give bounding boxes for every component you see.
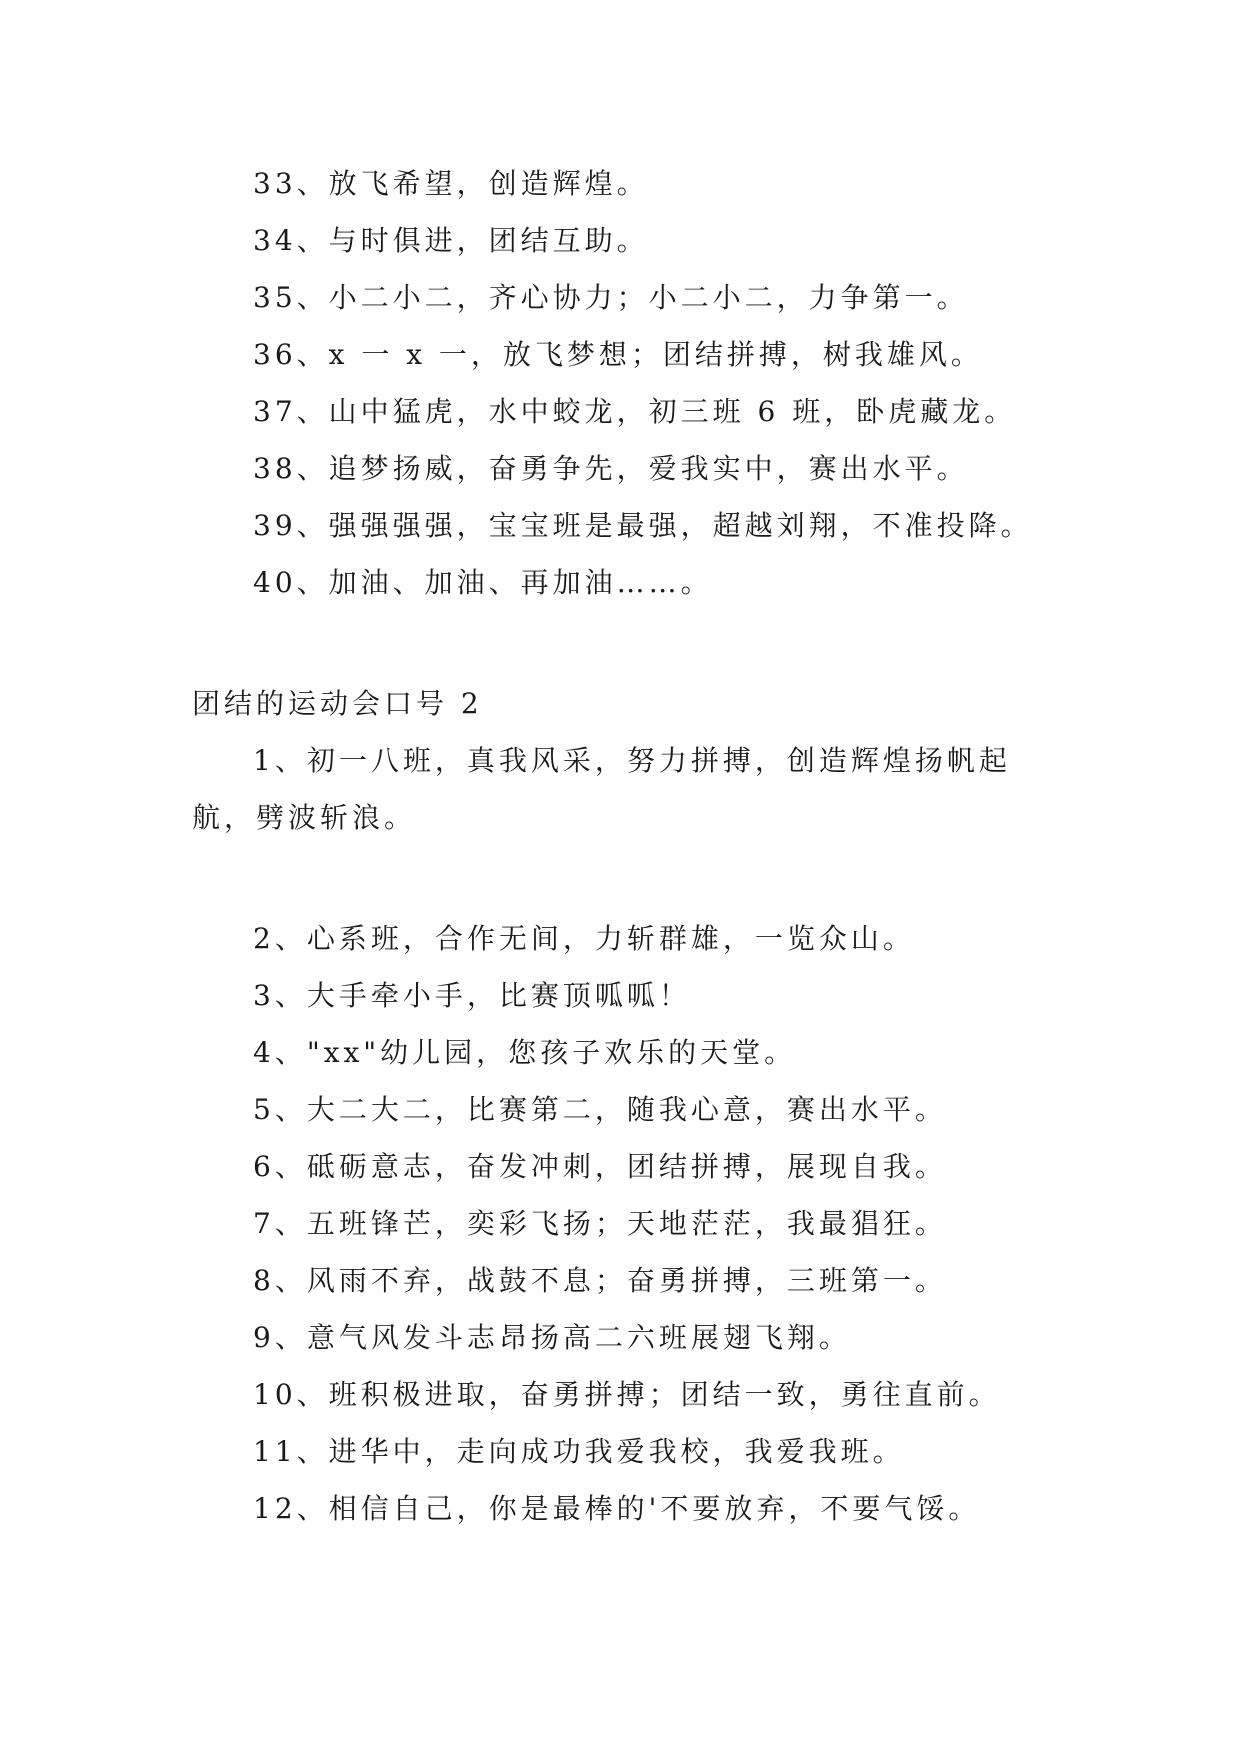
slogan-38: 38、追梦扬威，奋勇争先，爱我实中，赛出水平。 [253,452,969,485]
slogan-10: 10、班积极进取，奋勇拼搏；团结一致，勇往直前。 [253,1378,1001,1411]
slogan-1-line-2: 航，劈波斩浪。 [192,801,417,834]
slogan-6: 6、砥砺意志，奋发冲刺，团结拼搏，展现自我。 [253,1150,947,1183]
slogan-33: 33、放飞希望，创造辉煌。 [253,167,649,200]
slogan-11: 11、进华中，走向成功我爱我校，我爱我班。 [253,1435,905,1468]
slogan-5: 5、大二大二，比赛第二，随我心意，赛出水平。 [253,1093,947,1126]
slogan-37: 37、山中猛虎，水中蛟龙，初三班 6 班，卧虎藏龙。 [253,395,1017,428]
slogan-12: 12、相信自己，你是最棒的'不要放弃，不要气馁。 [253,1492,981,1525]
slogan-36: 36、x 一 x 一，放飞梦想；团结拼搏，树我雄风。 [253,338,983,371]
slogan-35: 35、小二小二，齐心协力；小二小二，力争第一。 [253,281,969,314]
slogan-8: 8、风雨不弃，战鼓不息；奋勇拼搏，三班第一。 [253,1264,947,1297]
slogan-34: 34、与时俱进，团结互助。 [253,224,649,257]
slogan-3: 3、大手牵小手，比赛顶呱呱！ [253,979,691,1012]
section-title: 团结的运动会口号 2 [192,687,483,720]
slogan-7: 7、五班锋芒，奕彩飞扬；天地茫茫，我最猖狂。 [253,1207,947,1240]
slogan-40: 40、加油、加油、再加油……。 [253,566,713,599]
slogan-2: 2、心系班，合作无间，力斩群雄，一览众山。 [253,922,915,955]
slogan-9: 9、意气风发斗志昂扬高二六班展翅飞翔。 [253,1321,851,1354]
slogan-1-line-1: 1、初一八班，真我风采，努力拼搏，创造辉煌扬帆起 [253,744,1011,777]
slogan-39: 39、强强强强，宝宝班是最强，超越刘翔，不准投降。 [253,509,1033,542]
slogan-4: 4、"xx"幼儿园，您孩子欢乐的天堂。 [253,1036,797,1069]
